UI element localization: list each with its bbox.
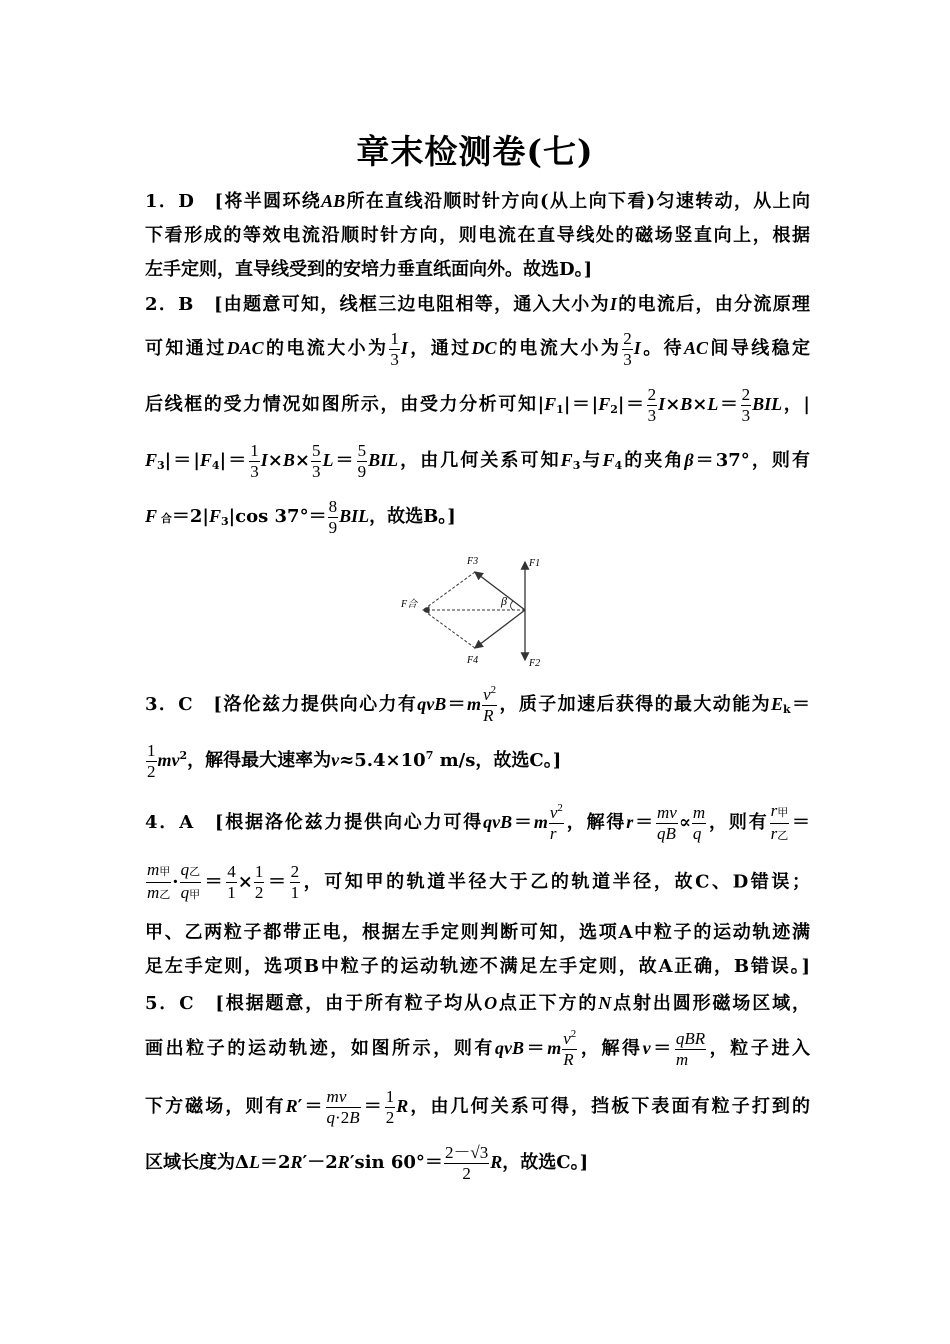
q5-line4: 区域长度为ΔL＝2R′－2R′sin 60°＝ $\frac{2-√3}{2}$ R，故选C。] — [145, 1142, 589, 1183]
label-f3: F3 — [467, 556, 479, 567]
q3-line2: $\frac{1}{2}$ $mv^2$，解得最大速率为$v\approx 5.4\times 10^7$ m/s，故选C。] — [147, 740, 562, 781]
q2-line3: 后线框的受力情况如图所示，由受力分析可知$|F_1|=|F_2|=$ $\frac{2}{3}$ I×B×L＝ $\frac{2}{3}$ BIL，| — [145, 384, 810, 425]
q2-line4: $F_3|=|F_4|=$ $\frac{1}{3}$ I×B× $\frac{5}{3}$ L＝ $\frac{5}{9}$ BIL，由几何关系可知$F_3$与$F_4$的夹角β＝37°，则有 — [145, 440, 810, 481]
q5-line2: 画出粒子的运动轨迹，如图所示，则有qvB＝m $\frac{v^2}{R}$ ，解得v＝ $\frac{\text{qBR}}{m}$ ，粒子进入 — [145, 1027, 810, 1069]
q5-line1: 5．C [根据题意，由于所有粒子均从O点正下方的N点射出圆形磁场区域， — [145, 993, 810, 1014]
q2-line1: 2．B [由题意可知，线框三边电阻相等，通入大小为I的电流后，由分流原理 — [145, 294, 810, 315]
page-title: 章末检测卷(七) — [356, 132, 594, 171]
parallelogram-lower — [423, 610, 475, 648]
label-fnet: F合 — [401, 599, 418, 610]
q5-line3: 下方磁场，则有R′＝ $\frac{mv}{q\cdot 2B}$ ＝ $\frac{1}{2}$ R，由几何关系可得，挡板下表面有粒子打到的 — [145, 1086, 810, 1127]
force-diagram — [395, 548, 555, 673]
q2-line5: F 合$=2|F_3|\cos$ 37°＝ $\frac{8}{9}$ BIL，故选B。] — [145, 496, 456, 537]
label-beta: β — [501, 594, 507, 608]
label-f2: F2 — [529, 658, 541, 669]
q1-line3: 左手定则，直导线受到的安培力垂直纸面向外。故选D。] — [145, 259, 593, 280]
q4-line2: $\frac{\text{m甲}}{\text{m乙}}$ · $\frac{\text{q乙}}{\text{q甲}}$ ＝ $\frac{4}{1}$ × $\frac{1}{2}$ ＝ $\frac{2}{1}$ ，可知甲的轨道半径大于乙的轨道半径，故C、D错误； — [147, 860, 810, 902]
q4-line1: 4．A [根据洛伦兹力提供向心力可得qvB＝m $\frac{v^2}{r}$ ，解得r＝ $\frac{mv}{qB}$ ∝ $\frac{m}{q}$ ，则有 $\frac{\text{r甲}}{\text{r乙}}$ ＝ — [145, 800, 810, 843]
q4-line4: 足左手定则，选项B中粒子的运动轨迹不满足左手定则，故A正确，B错误。] — [145, 956, 810, 977]
f3-arrow — [475, 572, 525, 610]
beta-arc — [511, 601, 514, 610]
label-f4: F4 — [467, 655, 479, 666]
q1-line1: 1．D [将半圆环绕AB所在直线沿顺时针方向(从上向下看)匀速转动，从上向 — [145, 191, 810, 212]
label-f1: F1 — [529, 558, 541, 569]
q2-line2: 可知通过DAC的电流大小为 $\frac{1}{3}$ I，通过DC的电流大小为 $\frac{2}{3}$ I。待AC间导线稳定 — [145, 328, 810, 369]
q4-line3: 甲、乙两粒子都带正电，根据左手定则判断可知，选项A中粒子的运动轨迹满 — [145, 922, 810, 943]
f4-arrow — [475, 610, 525, 648]
q3-line1: 3．C [洛伦兹力提供向心力有qvB＝m $\frac{v^2}{R}$ ，质子加速后获得的最大动能为$E_k=$ — [145, 683, 810, 725]
q1-line2: 下看形成的等效电流沿顺时针方向，则电流在直导线处的磁场竖直向上，根据 — [145, 225, 810, 246]
parallelogram-upper — [423, 572, 475, 610]
